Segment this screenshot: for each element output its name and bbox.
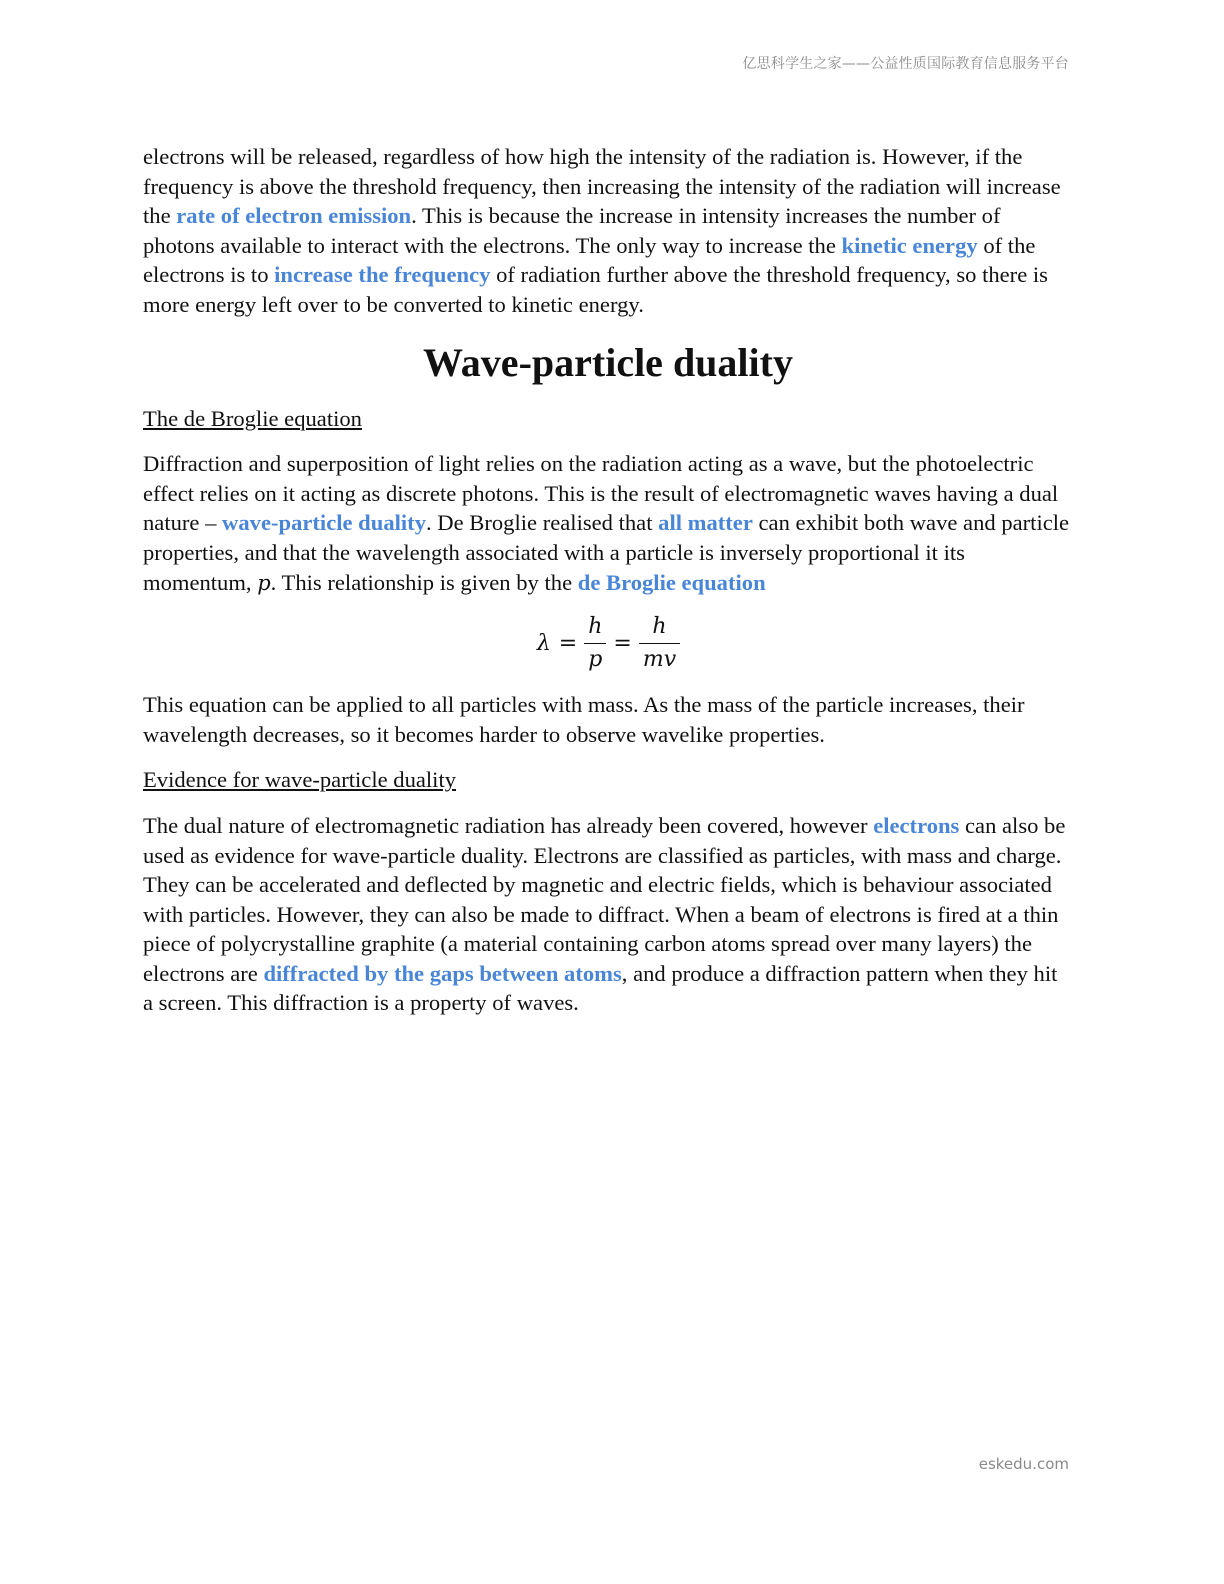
fraction-h-over-mv: [636, 614, 683, 673]
mass-paragraph: This equation can be applied to all particles with mass. As the mass of the particle increases, their wavelength decreases, so it becomes harder to observe wavelike properties.: [143, 692, 1025, 747]
de-broglie-heading: The de Broglie equation: [143, 405, 362, 431]
page-footer: eskedu.com: [978, 1455, 1069, 1473]
evidence-heading: Evidence for wave-particle duality: [143, 767, 457, 793]
equation-lambda: λ: [536, 630, 551, 656]
highlight-rate-of-electron-emission: rate of electron emission: [176, 203, 412, 229]
highlight-kinetic-energy: kinetic energy: [841, 232, 978, 258]
intro-text-1: electrons will be released, regardless of how high the intensity of the radiation is. However, if the frequency is above the threshold frequency, then increasing the intensity of the radiation will increase the: [143, 144, 1061, 229]
de-broglie-text-2: . De Broglie realised that: [426, 510, 659, 536]
intro-paragraph: [143, 142, 1073, 320]
de-broglie-equation: [143, 610, 1073, 676]
section-title: Wave-particle duality: [423, 339, 793, 385]
fraction-numerator: h: [652, 613, 667, 639]
de-broglie-text-3: can exhibit both wave and particle properties, and that the wavelength associated with a particle is inversely proportional it its momentum,: [143, 510, 1070, 595]
highlight-wave-particle-duality: wave-particle duality: [222, 510, 426, 536]
evidence-text-1: The dual nature of electromagnetic radiation has already been covered, however: [143, 812, 874, 838]
momentum-variable: p: [257, 570, 271, 595]
highlight-all-matter: all matter: [658, 510, 753, 536]
equation-equals-2: =: [613, 630, 632, 656]
evidence-paragraph: [143, 811, 1073, 1018]
fraction-h-over-p: [581, 614, 609, 673]
fraction-denominator: mv: [639, 643, 680, 673]
intro-text-4: of radiation further above the threshold frequency, so there is more energy left over to be converted to kinetic energy.: [143, 262, 1048, 317]
fraction-numerator: h: [588, 613, 603, 639]
intro-text-3: of the electrons is to: [143, 232, 1036, 288]
highlight-de-broglie-equation: de Broglie equation: [577, 569, 766, 595]
evidence-text-3: , and produce a diffraction pattern when they hit a screen. This diffraction is a property of waves.: [143, 960, 1058, 1016]
de-broglie-text-1: Diffraction and superposition of light relies on the radiation acting as a wave, but the photoelectric effect relies on it acting as discrete photons. This is the result of electromagnetic waves having a dual nature –: [143, 451, 1059, 536]
fraction-denominator: p: [584, 643, 606, 673]
document-body: [143, 142, 1073, 1034]
intro-text-2: . This is because the increase in intensity increases the number of photons available to interact with the electrons. The only way to increase the: [143, 203, 1001, 258]
page-header: 亿思科学生之家——公益性质国际教育信息服务平台: [742, 56, 1069, 72]
de-broglie-paragraph: [143, 449, 1073, 598]
equation-equals-1: =: [558, 630, 578, 656]
highlight-electrons: electrons: [873, 812, 960, 838]
highlight-diffracted-by-gaps: diffracted by the gaps between atoms: [263, 960, 622, 986]
de-broglie-text-4: . This relationship is given by the: [270, 569, 578, 595]
evidence-text-2: can also be used as evidence for wave-particle duality. Electrons are classified as particles, with mass and charge. They can be accelerated and deflected by magnetic and electric fields, which is behaviour associated with particles. However, they can also be made to diffract. When a beam of electrons is fired at a thin piece of polycrystalline graphite (a material containing carbon atoms spread over many layers) the electrons are: [143, 812, 1066, 986]
highlight-increase-the-frequency: increase the frequency: [274, 262, 491, 288]
